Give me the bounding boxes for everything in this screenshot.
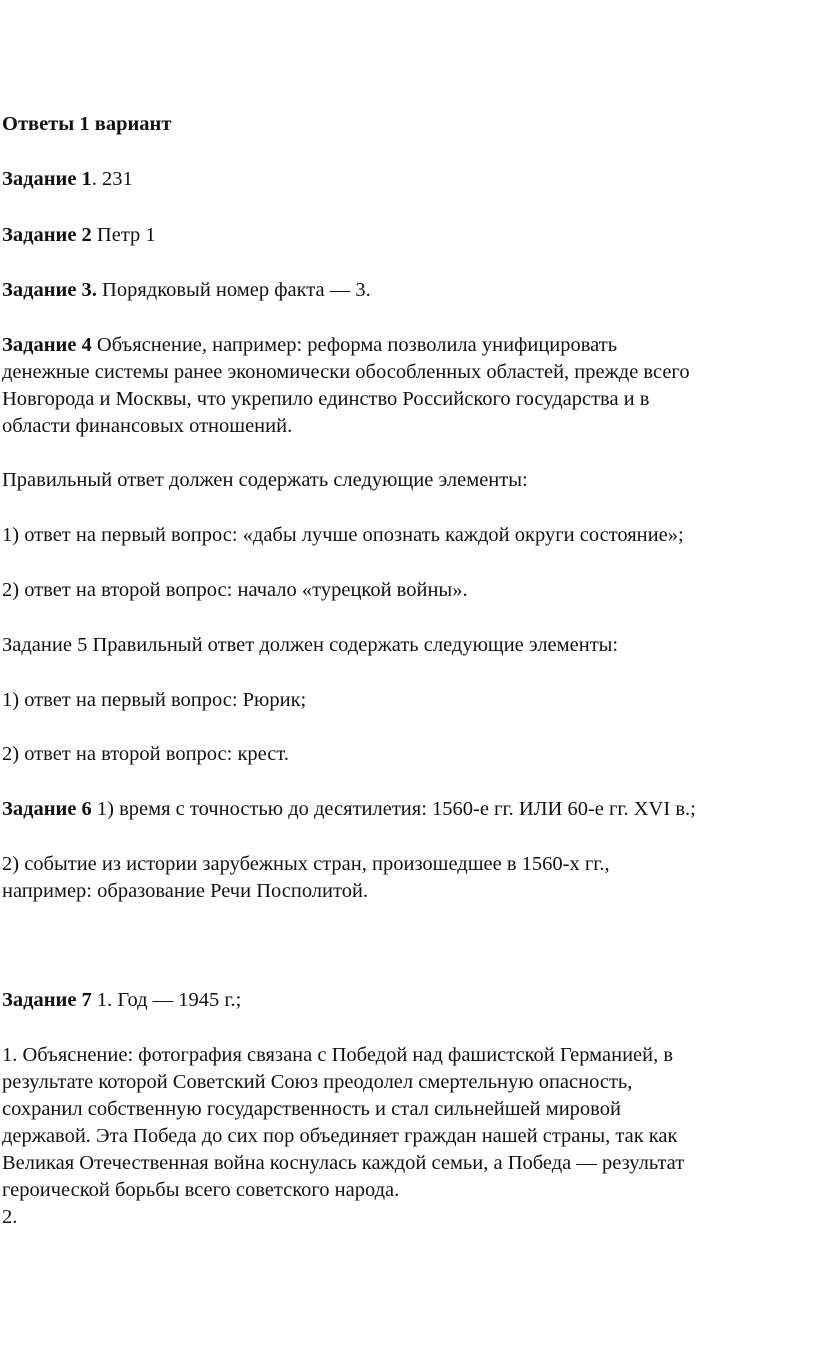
task-4-intro bbox=[2, 466, 802, 494]
task-4-label: Задание 4 bbox=[2, 334, 92, 356]
task-4-line-1 bbox=[2, 331, 802, 359]
task-6-label: Задание 6 bbox=[2, 798, 92, 820]
task-7-explanation-text-4: державой. Эта Победа до сих пор объединяет граждан нашей страны, так как bbox=[2, 1125, 678, 1147]
task-7-explanation-line-1 bbox=[2, 1041, 802, 1069]
task-4-line-3 bbox=[2, 385, 802, 413]
task-2-label: Задание 2 bbox=[2, 224, 92, 246]
task-1-answer: . 231 bbox=[91, 168, 133, 190]
task-4-text-2: денежные системы ранее экономически обособленных областей, прежде всего bbox=[2, 361, 690, 383]
document-title bbox=[2, 110, 802, 138]
task-5-text: Задание 5 Правильный ответ должен содержать следующие элементы: bbox=[2, 634, 619, 656]
task-4-item-2 bbox=[2, 576, 802, 604]
task-7-explanation-text-2: результате которой Советский Союз преодолел смертельную опасность, bbox=[2, 1071, 633, 1093]
task-3-answer: Порядковый номер факта — 3. bbox=[96, 279, 371, 301]
task-5-item-1 bbox=[2, 686, 802, 714]
title-text: Ответы 1 вариант bbox=[2, 113, 172, 135]
task-6-item-2-text-1: 2) событие из истории зарубежных стран, произошедшее в 1560-х гг., bbox=[2, 853, 610, 875]
task-5-item-2 bbox=[2, 740, 802, 768]
task-6-item-2-line-2 bbox=[2, 877, 802, 905]
task-3 bbox=[2, 276, 802, 304]
task-4-text-4: области финансовых отношений. bbox=[2, 415, 293, 437]
task-1 bbox=[2, 165, 802, 193]
task-2-answer: Петр 1 bbox=[91, 224, 156, 246]
task-1-label: Задание 1 bbox=[2, 168, 92, 190]
task-4-line-2 bbox=[2, 358, 802, 386]
task-7-explanation-text-6: героической борьбы всего советского народа. bbox=[2, 1179, 400, 1201]
task-7-item-3 bbox=[2, 1203, 802, 1231]
task-7-explanation-text-3: сохранил собственную государственность и стал сильнейшей мировой bbox=[2, 1098, 621, 1120]
task-4-intro-text: Правильный ответ должен содержать следующие элементы: bbox=[2, 469, 528, 491]
task-4-item-2-text: 2) ответ на второй вопрос: начало «турецкой войны». bbox=[2, 579, 468, 601]
task-6-item-1-text: 1) время с точностью до десятилетия: 1560-е гг. ИЛИ 60-е гг. XVI в.; bbox=[91, 798, 696, 820]
task-7-explanation-line-4 bbox=[2, 1122, 802, 1150]
task-7-label: Задание 7 bbox=[2, 989, 92, 1011]
task-6-item-2-text-2: например: образование Речи Посполитой. bbox=[2, 880, 369, 902]
task-7-explanation-line-6 bbox=[2, 1176, 802, 1204]
task-4-text-3: Новгорода и Москвы, что укрепило единство Российского государства и в bbox=[2, 388, 650, 410]
task-5 bbox=[2, 631, 802, 659]
task-7-explanation-line-5 bbox=[2, 1149, 802, 1177]
task-7-explanation-line-3 bbox=[2, 1095, 802, 1123]
task-3-label: Задание 3. bbox=[2, 279, 97, 301]
task-5-item-2-text: 2) ответ на второй вопрос: крест. bbox=[2, 743, 289, 765]
task-7-item-3-text: 2. bbox=[2, 1206, 18, 1228]
task-7-explanation-text-5: Великая Отечественная война коснулась каждой семьи, а Победа — результат bbox=[2, 1152, 685, 1174]
task-6 bbox=[2, 795, 802, 823]
task-5-item-1-text: 1) ответ на первый вопрос: Рюрик; bbox=[2, 689, 307, 711]
task-4-line-4 bbox=[2, 412, 802, 440]
task-4-item-1 bbox=[2, 521, 802, 549]
task-7 bbox=[2, 986, 802, 1014]
task-6-item-2-line-1 bbox=[2, 850, 802, 878]
task-7-explanation-line-2 bbox=[2, 1068, 802, 1096]
task-7-explanation-text-1: 1. Объяснение: фотография связана с Победой над фашистской Германией, в bbox=[2, 1044, 674, 1066]
task-4-item-1-text: 1) ответ на первый вопрос: «дабы лучше опознать каждой округи состояние»; bbox=[2, 524, 684, 546]
task-2 bbox=[2, 221, 802, 249]
task-4-text-1: Объяснение, например: реформа позволила унифицировать bbox=[91, 334, 618, 356]
task-7-item-1-text: 1. Год — 1945 г.; bbox=[91, 989, 242, 1011]
